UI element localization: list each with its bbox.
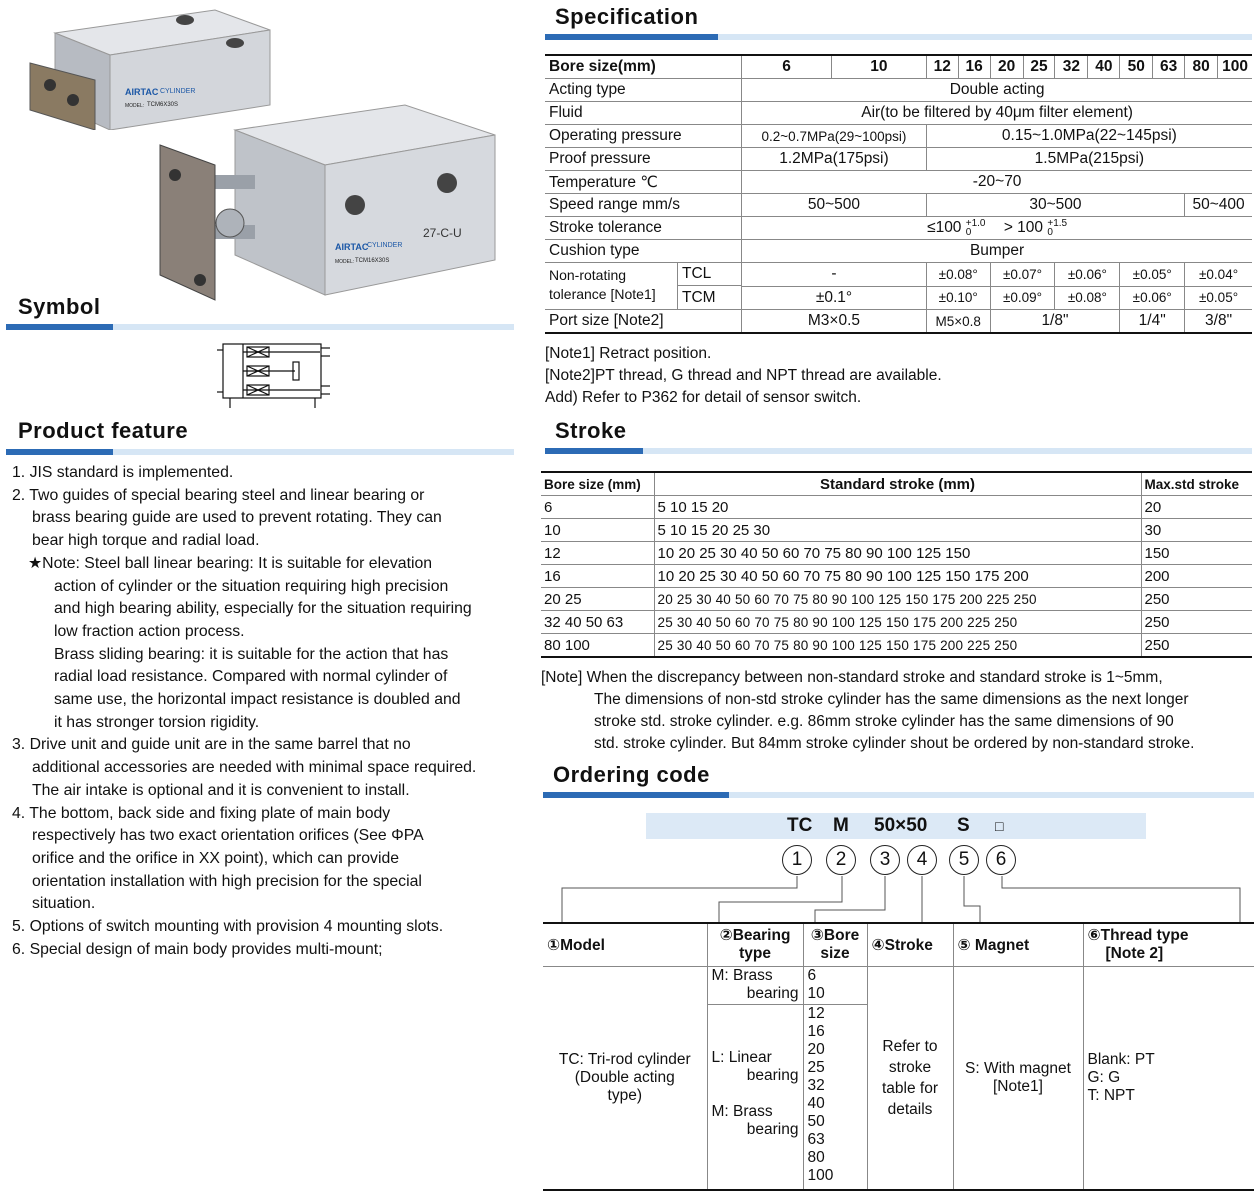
spec-value: 1/4" <box>1120 310 1185 334</box>
oc-header-thread-2: [Note 2] <box>1105 945 1164 962</box>
spec-header-row <box>545 55 1252 79</box>
code-part-thread: □ <box>995 818 1004 834</box>
stroke-note-line: The dimensions of non-std stroke cylinder has the same dimensions as the next longer <box>594 691 1189 708</box>
stroke-max: 20 <box>1141 496 1252 519</box>
oc-bearing-line: bearing <box>746 1067 799 1084</box>
symbol-title: Symbol <box>18 294 101 319</box>
oc-bore-value: 40 <box>807 1095 825 1112</box>
oc-magnet-line: S: With magnet <box>965 1060 1071 1077</box>
spec-value: ±0.08° <box>926 263 990 287</box>
tcl-label: TCL <box>678 263 741 286</box>
spec-value: ±0.1° <box>742 286 927 310</box>
oc-header-stroke: ④Stroke <box>867 923 953 967</box>
feature-line: 3. Drive unit and guide unit are in the same barrel that no <box>12 736 411 754</box>
code-circle-3: 3 <box>870 845 900 875</box>
feature-line: same use, the horizontal impact resistance is doubled and <box>54 691 461 709</box>
stroke-bore: 80 100 <box>541 634 654 658</box>
oc-bore-value: 25 <box>807 1059 825 1076</box>
oc-bore-cell <box>803 967 867 1191</box>
spec-value <box>742 217 1252 240</box>
oc-bore-value: 63 <box>807 1131 825 1148</box>
oc-header-bore-2: size <box>820 945 850 962</box>
spec-header-cell: 16 <box>958 55 990 79</box>
stroke-values: 25 30 40 50 60 70 75 80 90 100 125 150 175 200 225 250 <box>654 611 1141 634</box>
spec-notes <box>545 343 942 409</box>
photo-large-brand: AIRTAC <box>335 242 369 252</box>
stroke-header-cell: Bore size (mm) <box>541 472 654 496</box>
stroke-values: 5 10 15 20 <box>654 496 1141 519</box>
spec-label: Stroke tolerance <box>545 217 742 240</box>
spec-label: Fluid <box>545 102 742 125</box>
pneumatic-symbol <box>215 340 335 410</box>
feature-line: 6. Special design of main body provides multi-mount; <box>12 940 383 958</box>
spec-value: ±0.07° <box>990 263 1055 287</box>
stroke-bore: 20 25 <box>541 588 654 611</box>
nonrot-label-2: tolerance [Note1] <box>549 286 656 302</box>
code-part-magnet: S <box>957 815 970 836</box>
spec-label: Operating pressure <box>545 125 742 148</box>
stroke-title: Stroke <box>555 418 627 443</box>
photo-large-stamp: 27-C-U <box>423 226 462 240</box>
oc-magnet-cell <box>953 967 1083 1191</box>
ordering-header-row <box>543 923 1254 967</box>
oc-model-line: TC: Tri-rod cylinder <box>558 1051 691 1068</box>
oc-header-bearing <box>707 923 803 967</box>
spec-value: ±0.05° <box>1120 263 1185 287</box>
spec-header-cell: Bore size(mm) <box>545 55 742 79</box>
spec-underline <box>545 34 1252 40</box>
spec-row <box>545 310 1252 334</box>
spec-value: ±0.09° <box>990 286 1055 310</box>
oc-bearing-line: M: Brass <box>711 967 773 984</box>
feature-line: situation. <box>32 895 96 913</box>
oc-stroke-cell <box>867 967 953 1191</box>
product-photo-large <box>155 95 500 305</box>
stroke-tol-a-sup: +1.0 <box>965 217 986 229</box>
spec-header-cell: 20 <box>990 55 1023 79</box>
ordering-body-row <box>543 967 1254 1191</box>
oc-bore-value: 6 <box>807 967 817 984</box>
oc-bore-value: 100 <box>807 1167 834 1184</box>
ordering-leader-lines <box>540 870 1258 924</box>
oc-stroke-line: details <box>887 1101 933 1118</box>
spec-row <box>545 79 1252 102</box>
stroke-values: 20 25 30 40 50 60 70 75 80 90 100 125 150 175 200 225 250 <box>654 588 1141 611</box>
oc-bore-value: 80 <box>807 1149 825 1166</box>
photo-small-sub: CYLINDER <box>160 88 196 95</box>
stroke-max: 250 <box>1141 611 1252 634</box>
spec-header-cell: 6 <box>742 55 832 79</box>
spec-value: 3/8" <box>1185 310 1252 334</box>
oc-stroke-line: stroke <box>888 1059 932 1076</box>
oc-bearing-line: bearing <box>746 1121 799 1138</box>
feature-line: and high bearing ability, especially for the situation requiring <box>54 600 472 618</box>
spec-label <box>545 263 742 310</box>
spec-label: Speed range mm/s <box>545 194 742 217</box>
spec-header-cell: 40 <box>1088 55 1120 79</box>
oc-header-bore-1: ③Bore <box>810 927 860 944</box>
spec-label: Acting type <box>545 79 742 102</box>
oc-thread-line: G: G <box>1087 1069 1121 1086</box>
stroke-bore: 12 <box>541 542 654 565</box>
spec-value: M3×0.5 <box>742 310 927 334</box>
oc-bearing-line: bearing <box>746 985 799 1002</box>
feature-line: low fraction action process. <box>54 622 245 640</box>
spec-table <box>545 54 1252 334</box>
spec-header-cell: 100 <box>1218 55 1252 79</box>
stroke-tol-b-sup: +1.5 <box>1047 217 1068 229</box>
oc-thread-line: T: NPT <box>1087 1087 1135 1104</box>
feature-line: orientation installation with high precision for the special <box>32 872 422 890</box>
spec-row <box>545 171 1252 194</box>
stroke-tol-a: ≤100 <box>927 219 962 237</box>
spec-value: 50~500 <box>742 194 927 217</box>
oc-stroke-line: table for <box>881 1080 938 1097</box>
stroke-row <box>541 565 1252 588</box>
spec-header-cell: 50 <box>1120 55 1153 79</box>
spec-value: 0.2~0.7MPa(29~100psi) <box>742 125 927 148</box>
stroke-row <box>541 496 1252 519</box>
spec-header-cell: 12 <box>926 55 958 79</box>
spec-value: M5×0.8 <box>926 310 990 334</box>
stroke-tol-b: > 100 <box>1003 219 1044 237</box>
stroke-values: 10 20 25 30 40 50 60 70 75 80 90 100 125 150 175 200 <box>654 565 1141 588</box>
code-circle-6: 6 <box>986 845 1016 875</box>
stroke-values: 5 10 15 20 25 30 <box>654 519 1141 542</box>
oc-model-line: type) <box>607 1087 642 1104</box>
oc-bore-value: 12 <box>807 1005 825 1022</box>
spec-header-cell: 32 <box>1055 55 1088 79</box>
stroke-table <box>541 471 1252 658</box>
code-part-model: TC <box>787 815 813 836</box>
stroke-values: 25 30 40 50 60 70 75 80 90 100 125 150 175 200 225 250 <box>654 634 1141 658</box>
feature-line: 4. The bottom, back side and fixing plate of main body <box>12 804 391 822</box>
spec-value: ±0.08° <box>1055 286 1120 310</box>
nonrot-label-1: Non-rotating <box>549 267 627 283</box>
oc-header-thread-1: ⑥Thread type <box>1087 927 1189 944</box>
spec-row <box>545 240 1252 263</box>
spec-value: ±0.05° <box>1185 286 1252 310</box>
spec-header-cell: 80 <box>1185 55 1218 79</box>
stroke-row <box>541 611 1252 634</box>
spec-note: [Note1] Retract position. <box>545 345 712 362</box>
spec-value: ±0.06° <box>1120 286 1185 310</box>
spec-value: ±0.06° <box>1055 263 1120 287</box>
spec-value: 1.2MPa(175psi) <box>742 148 927 171</box>
spec-header-cell: 25 <box>1023 55 1055 79</box>
oc-header-bore <box>803 923 867 967</box>
feature-line: 2. Two guides of special bearing steel and linear bearing or <box>12 486 425 504</box>
oc-model-cell <box>543 967 707 1191</box>
ordering-title: Ordering code <box>553 762 710 787</box>
spec-label: Proof pressure <box>545 148 742 171</box>
spec-value: 0.15~1.0MPa(22~145psi) <box>926 125 1252 148</box>
spec-header-cell: 63 <box>1153 55 1185 79</box>
feature-line: action of cylinder or the situation requiring high precision <box>54 577 449 595</box>
stroke-max: 250 <box>1141 634 1252 658</box>
stroke-bore: 10 <box>541 519 654 542</box>
oc-header-thread <box>1083 923 1254 967</box>
oc-header-model: ①Model <box>543 923 707 967</box>
spec-value: ±0.04° <box>1185 263 1252 287</box>
stroke-bore: 16 <box>541 565 654 588</box>
oc-thread-line: Blank: PT <box>1087 1051 1155 1068</box>
oc-bore-value: 20 <box>807 1041 825 1058</box>
oc-thread-cell <box>1083 967 1254 1191</box>
photo-small-brand: AIRTAC <box>125 87 159 97</box>
feature-line: 1. JIS standard is implemented. <box>12 464 234 481</box>
stroke-header-cell: Max.std stroke <box>1141 472 1252 496</box>
oc-bore-value: 32 <box>807 1077 825 1094</box>
feature-list <box>12 462 542 961</box>
ordering-table <box>543 922 1254 1191</box>
oc-bearing-line: M: Brass <box>711 1103 773 1120</box>
feature-line: Brass sliding bearing: it is suitable for the action that has <box>54 645 449 663</box>
photo-large-sub: CYLINDER <box>367 242 403 249</box>
spec-row <box>545 102 1252 125</box>
feature-underline <box>6 449 514 455</box>
stroke-note-line: std. stroke cylinder. But 84mm stroke cylinder shout be ordered by non-standard stroke. <box>594 735 1195 752</box>
code-part-bearing: M <box>833 815 849 836</box>
code-circle-1: 1 <box>782 845 812 875</box>
stroke-tol-a-sub: 0 <box>965 226 972 238</box>
photo-small-model-label: MODEL: <box>125 103 145 109</box>
stroke-bore: 32 40 50 63 <box>541 611 654 634</box>
feature-line: 5. Options of switch mounting with provision 4 mounting slots. <box>12 918 444 936</box>
stroke-tol-b-sub: 0 <box>1047 226 1053 238</box>
stroke-underline <box>545 448 1252 454</box>
spec-note: [Note2]PT thread, G thread and NPT thread are available. <box>545 367 942 384</box>
stroke-row <box>541 588 1252 611</box>
stroke-header-cell: Standard stroke (mm) <box>654 472 1141 496</box>
spec-header-cell: 10 <box>831 55 926 79</box>
spec-value: Bumper <box>742 240 1252 263</box>
feature-line: ★Note: Steel ball linear bearing: It is suitable for elevation <box>28 554 433 572</box>
stroke-header-row <box>541 472 1252 496</box>
photo-small-model: TCM6X30S <box>147 102 179 108</box>
spec-value: Air(to be filtered by 40μm filter element) <box>742 102 1252 125</box>
spec-value: Double acting <box>742 79 1252 102</box>
spec-row <box>545 217 1252 240</box>
spec-value: -20~70 <box>742 171 1252 194</box>
oc-bore-value: 10 <box>807 985 825 1002</box>
feature-line: additional accessories are needed with minimal space required. <box>32 759 477 777</box>
stroke-note-line: stroke std. stroke cylinder. e.g. 86mm stroke cylinder has the same dimensions of 90 <box>594 713 1174 730</box>
code-part-bore-stroke: 50×50 <box>874 815 928 836</box>
feature-line: radial load resistance. Compared with normal cylinder of <box>54 668 448 686</box>
spec-value: 1.5MPa(215psi) <box>926 148 1252 171</box>
oc-bearing-line: L: Linear <box>711 1049 772 1066</box>
oc-model-line: (Double acting <box>574 1069 675 1086</box>
feature-line: bear high torque and radial load. <box>32 532 260 550</box>
stroke-row <box>541 542 1252 565</box>
spec-label: Temperature ℃ <box>545 171 742 194</box>
feature-line: it has stronger torsion rigidity. <box>54 713 260 731</box>
code-circle-2: 2 <box>826 845 856 875</box>
feature-title: Product feature <box>18 418 189 443</box>
feature-line: orifice and the orifice in XX point), which can provide <box>32 849 400 867</box>
oc-bore-value: 50 <box>807 1113 825 1130</box>
stroke-values: 10 20 25 30 40 50 60 70 75 80 90 100 125 150 <box>654 542 1141 565</box>
spec-note: Add) Refer to P362 for detail of sensor switch. <box>545 389 862 406</box>
oc-bore-value: 16 <box>807 1023 825 1040</box>
feature-line: brass bearing guide are used to prevent rotating. They can <box>32 509 442 527</box>
oc-stroke-line: Refer to <box>882 1038 938 1055</box>
spec-row <box>545 263 1252 287</box>
photo-large-model: TCM16X30S <box>355 258 390 264</box>
stroke-note-line: [Note] When the discrepancy between non-standard stroke and standard stroke is 1~5mm, <box>541 669 1163 686</box>
oc-bearing-cell <box>707 967 803 1191</box>
spec-title: Specification <box>555 4 699 29</box>
stroke-row <box>541 519 1252 542</box>
stroke-max: 150 <box>1141 542 1252 565</box>
photo-large-model-label: MODEL: <box>335 259 355 265</box>
code-circle-5: 5 <box>949 845 979 875</box>
spec-row <box>545 148 1252 171</box>
oc-header-magnet: ⑤ Magnet <box>953 923 1083 967</box>
stroke-max: 30 <box>1141 519 1252 542</box>
oc-magnet-line: [Note1] <box>993 1078 1043 1095</box>
oc-header-bearing-2: type <box>739 945 771 962</box>
code-circle-4: 4 <box>907 845 937 875</box>
symbol-underline <box>6 324 514 330</box>
spec-row <box>545 194 1252 217</box>
tcm-label: TCM <box>682 289 716 306</box>
spec-label: Port size [Note2] <box>545 310 742 334</box>
ordering-underline <box>543 792 1254 798</box>
spec-row <box>545 125 1252 148</box>
stroke-max: 250 <box>1141 588 1252 611</box>
spec-label: Cushion type <box>545 240 742 263</box>
spec-value: 50~400 <box>1185 194 1252 217</box>
spec-value: ±0.10° <box>926 286 990 310</box>
stroke-max: 200 <box>1141 565 1252 588</box>
feature-line: The air intake is optional and it is convenient to install. <box>32 781 410 799</box>
stroke-note <box>541 667 1258 755</box>
feature-line: respectively has two exact orientation orifices (See ΦPA <box>32 827 424 845</box>
spec-value: 30~500 <box>926 194 1184 217</box>
oc-header-bearing-1: ②Bearing <box>719 927 791 944</box>
spec-value: - <box>742 263 927 287</box>
stroke-bore: 6 <box>541 496 654 519</box>
spec-value: 1/8" <box>990 310 1120 334</box>
stroke-row <box>541 634 1252 658</box>
